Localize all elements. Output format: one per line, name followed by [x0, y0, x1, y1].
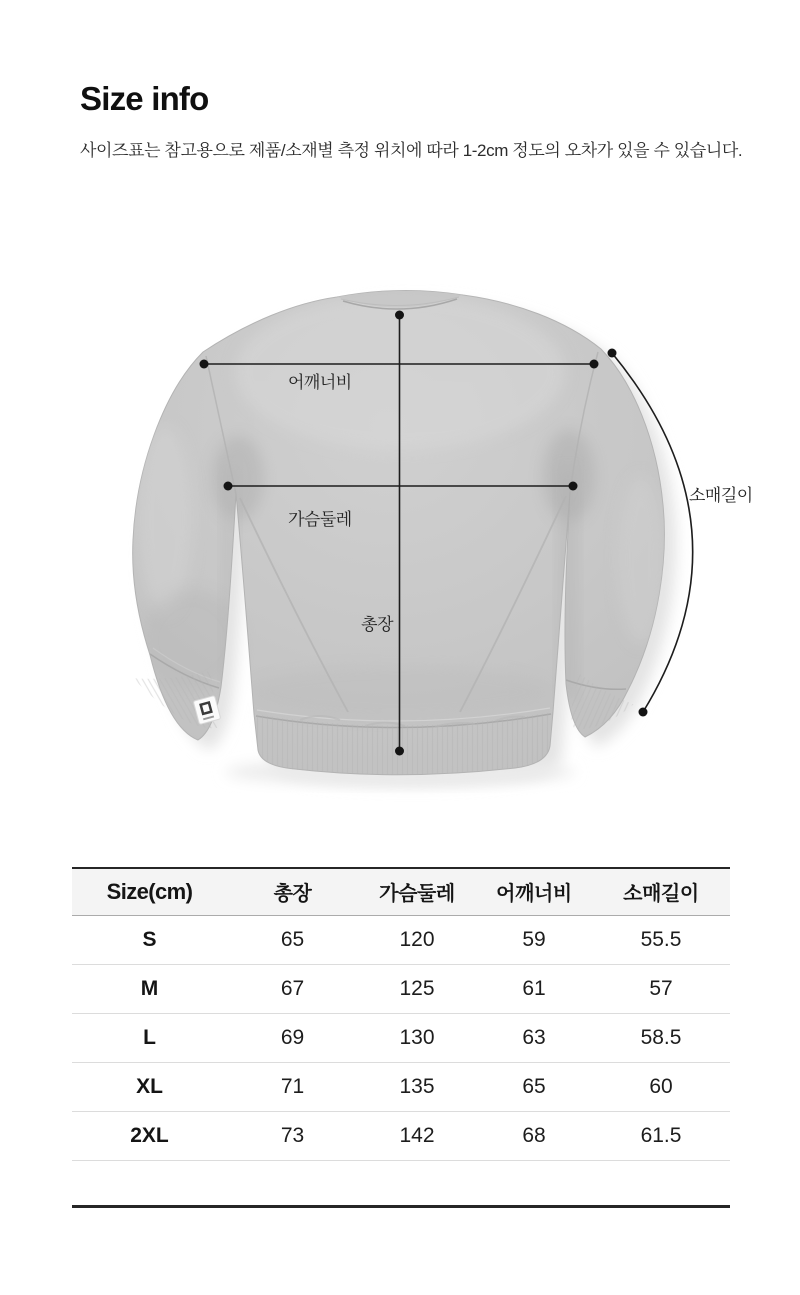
cell-value: 67: [227, 964, 358, 1013]
cell-value: 65: [227, 915, 358, 964]
chest-label: 가슴둘레: [288, 510, 352, 529]
table-row-s: [72, 915, 730, 964]
shoulder-width-label: 어깨너비: [288, 373, 352, 392]
column-header-total-length: 총장: [227, 868, 358, 915]
cell-value: 60: [592, 1062, 730, 1111]
cell-value: 125: [358, 964, 476, 1013]
size-label: 2XL: [72, 1111, 227, 1160]
cell-value: 71: [227, 1062, 358, 1111]
size-label: L: [72, 1013, 227, 1062]
size-table: [72, 867, 730, 1208]
cell-value: 73: [227, 1111, 358, 1160]
cell-value: 57: [592, 964, 730, 1013]
column-header-shoulder: 어깨너비: [476, 868, 592, 915]
cell-value: 55.5: [592, 915, 730, 964]
sleeve-length-label: 소매길이: [689, 486, 753, 505]
column-header-chest: 가슴둘레: [358, 868, 476, 915]
cell-value: 65: [476, 1062, 592, 1111]
cell-value: 61: [476, 964, 592, 1013]
sweatshirt-diagram-svg: [0, 200, 800, 820]
page-subtitle: 사이즈표는 참고용으로 제품/소재별 측정 위치에 따라 1-2cm 정도의 오차가 있을 수 있습니다.: [80, 141, 743, 160]
size-label: XL: [72, 1062, 227, 1111]
table-row-2xl: [72, 1111, 730, 1160]
table-row-xl: [72, 1062, 730, 1111]
cell-value: 142: [358, 1111, 476, 1160]
cell-value: 59: [476, 915, 592, 964]
cell-value: 68: [476, 1111, 592, 1160]
size-table-header-row: [72, 868, 730, 915]
column-header-size: Size(cm): [72, 868, 227, 915]
table-row-m: [72, 964, 730, 1013]
cell-value: 61.5: [592, 1111, 730, 1160]
table-row-l: [72, 1013, 730, 1062]
column-header-sleeve: 소매길이: [592, 868, 730, 915]
cell-value: 63: [476, 1013, 592, 1062]
cell-value: 69: [227, 1013, 358, 1062]
cell-value: 120: [358, 915, 476, 964]
table-spacer-row: [72, 1160, 730, 1206]
size-label: S: [72, 915, 227, 964]
cell-value: 130: [358, 1013, 476, 1062]
sweatshirt-measurement-diagram: [0, 200, 800, 820]
page-title: Size info: [80, 80, 209, 117]
cell-value: 58.5: [592, 1013, 730, 1062]
size-label: M: [72, 964, 227, 1013]
cell-value: 135: [358, 1062, 476, 1111]
total-length-label: 총장: [361, 615, 393, 634]
